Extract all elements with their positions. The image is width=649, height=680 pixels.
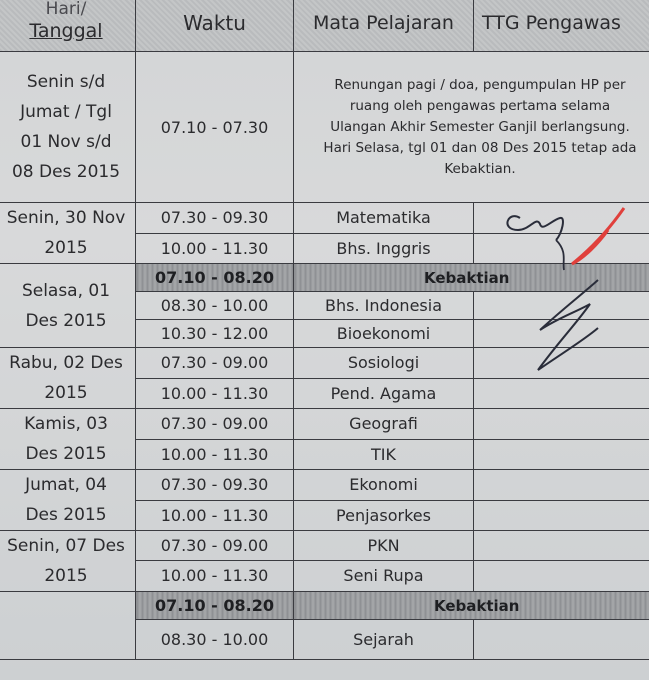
- time-cell: 07.30 - 09.30: [136, 470, 294, 501]
- time-cell: 07.30 - 09.00: [136, 409, 294, 440]
- day-line: Des 2015: [25, 505, 107, 525]
- day-cell: [0, 531, 136, 592]
- header-time: Waktu: [136, 0, 294, 52]
- header-signature: TTG Pengawas: [474, 0, 649, 52]
- day-cell: [0, 348, 136, 409]
- signature-cell: [474, 439, 649, 470]
- signature-cell: [474, 233, 649, 264]
- subject-cell: Sosiologi: [294, 348, 474, 379]
- subject-cell: Sejarah: [294, 620, 474, 660]
- signature-cell: [474, 378, 649, 409]
- intro-day: [0, 52, 136, 203]
- day-line: Kamis, 03: [24, 414, 108, 434]
- header-row: [0, 0, 649, 52]
- day-cell: [0, 409, 136, 470]
- intro-note-line: Hari Selasa, tgl 01 dan 08 Des 2015 tetap ada: [323, 139, 637, 156]
- time-cell: 07.30 - 09.30: [136, 203, 294, 234]
- day-line: Senin, 30 Nov: [6, 208, 126, 228]
- day-line: 2015: [44, 238, 88, 258]
- header-day-top: Hari/: [45, 0, 87, 19]
- time-cell: 07.10 - 08.20: [136, 592, 294, 620]
- header-day: [0, 0, 136, 52]
- table-row: [0, 531, 649, 561]
- subject-cell: Bhs. Inggris: [294, 233, 474, 264]
- subject-cell: PKN: [294, 531, 474, 561]
- intro-note-line: ruang oleh pengawas pertama selama: [349, 97, 611, 114]
- day-line: Selasa, 01: [21, 280, 111, 301]
- day-cell: [0, 470, 136, 531]
- day-line: Des 2015: [25, 444, 107, 464]
- day-line: Senin, 07 Des: [7, 536, 125, 556]
- table-row: [0, 264, 649, 292]
- time-cell: 10.30 - 12.00: [136, 320, 294, 348]
- day-line: Des 2015: [25, 310, 107, 331]
- time-cell: 10.00 - 11.30: [136, 560, 294, 591]
- table-row: [0, 409, 649, 440]
- signature-cell: [474, 620, 649, 660]
- day-cell: [0, 203, 136, 264]
- kebaktian-cell: Kebaktian: [294, 592, 649, 620]
- header-subject: Mata Pelajaran: [294, 0, 474, 52]
- day-line: 2015: [44, 383, 88, 403]
- subject-cell: Seni Rupa: [294, 560, 474, 591]
- intro-note-line: Renungan pagi / doa, pengumpulan HP per: [334, 76, 626, 93]
- kebaktian-cell: Kebaktian: [294, 264, 649, 292]
- table-row: [0, 470, 649, 501]
- time-cell: 07.30 - 09.00: [136, 531, 294, 561]
- day-line: 2015: [44, 566, 88, 586]
- subject-cell: Matematika: [294, 203, 474, 234]
- signature-cell: [474, 470, 649, 501]
- subject-cell: Bhs. Indonesia: [294, 292, 474, 320]
- signature-cell: [474, 560, 649, 591]
- signature-cell: [474, 500, 649, 531]
- day-line: Jumat, 04: [25, 475, 107, 495]
- table-row: [0, 348, 649, 379]
- time-cell: 10.00 - 11.30: [136, 439, 294, 470]
- subject-cell: TIK: [294, 439, 474, 470]
- intro-day-line: 01 Nov s/d: [20, 132, 112, 152]
- intro-day-line: 08 Des 2015: [11, 162, 121, 182]
- signature-cell: [474, 531, 649, 561]
- time-cell: 10.00 - 11.30: [136, 233, 294, 264]
- time-cell: 10.00 - 11.30: [136, 500, 294, 531]
- day-cell: [0, 264, 136, 348]
- intro-note: [294, 52, 649, 203]
- signature-cell: [474, 409, 649, 440]
- signature-cell: [474, 348, 649, 379]
- day-line: Rabu, 02 Des: [9, 353, 123, 373]
- intro-time: 07.10 - 07.30: [136, 52, 294, 203]
- subject-cell: Geografi: [294, 409, 474, 440]
- time-cell: 07.30 - 09.00: [136, 348, 294, 379]
- subject-cell: Penjasorkes: [294, 500, 474, 531]
- subject-cell: Ekonomi: [294, 470, 474, 501]
- time-cell: 08.30 - 10.00: [136, 292, 294, 320]
- subject-cell: Bioekonomi: [294, 320, 474, 348]
- table-row: [0, 592, 649, 620]
- time-cell: 07.10 - 08.20: [136, 264, 294, 292]
- time-cell: 08.30 - 10.00: [136, 620, 294, 660]
- signature-cell: [474, 320, 649, 348]
- header-day-label: Tanggal: [29, 20, 103, 42]
- intro-note-line: Ulangan Akhir Semester Ganjil berlangsung.: [330, 118, 630, 135]
- subject-cell: Pend. Agama: [294, 378, 474, 409]
- day-cell: [0, 592, 136, 660]
- table-row: [0, 203, 649, 234]
- signature-cell: [474, 292, 649, 320]
- signature-cell: [474, 203, 649, 234]
- intro-note-line: Kebaktian.: [444, 160, 516, 177]
- intro-day-line: Senin s/d: [26, 72, 106, 92]
- time-cell: 10.00 - 11.30: [136, 378, 294, 409]
- intro-row: [0, 52, 649, 203]
- intro-day-line: Jumat / Tgl: [20, 102, 112, 122]
